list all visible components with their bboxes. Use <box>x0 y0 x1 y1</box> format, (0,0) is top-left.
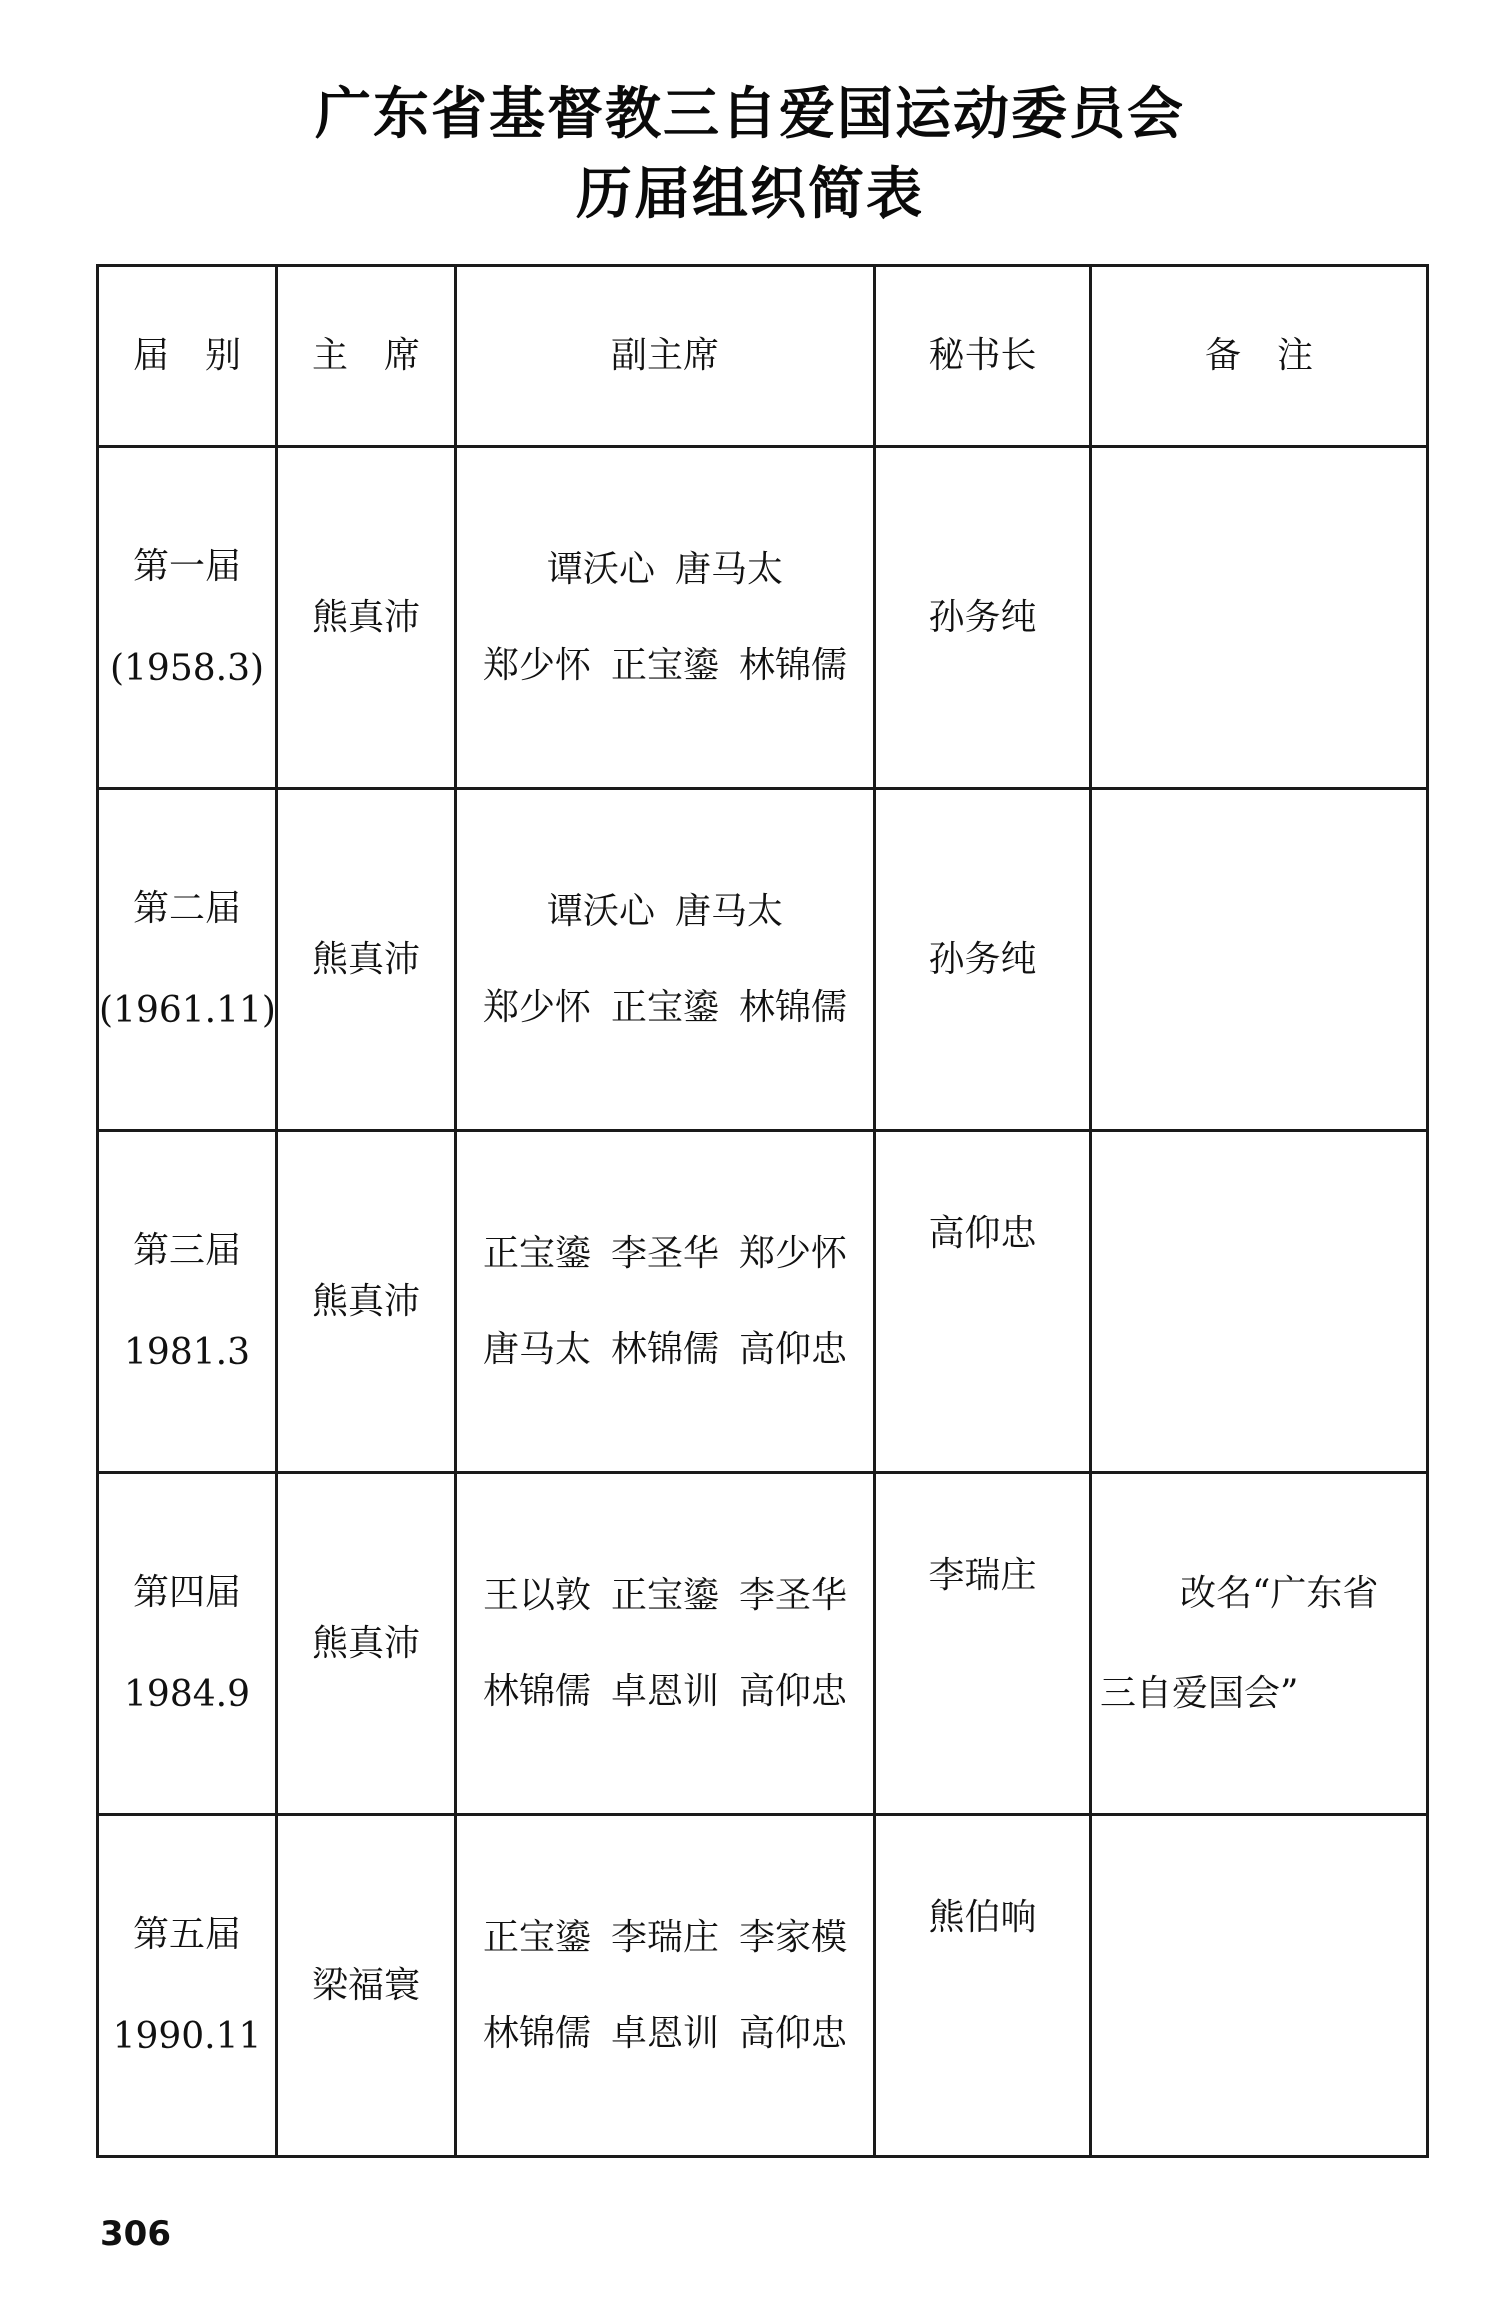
vice-chair-name: 林锦儒 <box>482 1670 591 1712</box>
vice-chair-cell <box>456 447 875 789</box>
secretary-cell <box>875 1815 1091 2157</box>
term-name: 第二届 <box>132 888 241 930</box>
vice-chair-line <box>457 1232 873 1275</box>
header-secretary-general: 秘书长 <box>875 266 1091 447</box>
vice-chair-name: 林锦儒 <box>482 2012 591 2054</box>
vice-chair-name: 谭沃心 <box>546 549 655 591</box>
note-line: 改名“广东省 <box>1180 1573 1379 1615</box>
vice-chair-name: 正宝鎏 <box>482 1917 591 1959</box>
chair-cell: 熊真沛 <box>277 447 456 789</box>
note-cell <box>1091 789 1428 1131</box>
table-row <box>98 789 1428 1131</box>
vice-chair-name: 高仰忠 <box>739 1670 848 1712</box>
vice-chair-cell <box>456 1131 875 1473</box>
term-cell <box>98 1473 277 1815</box>
table-row <box>98 1815 1428 2157</box>
note-line: 三自爱国会” <box>1100 1672 1299 1714</box>
vice-chair-line <box>457 1916 873 1959</box>
term-name: 第四届 <box>132 1572 241 1614</box>
vice-chair-name: 郑少怀 <box>482 986 591 1028</box>
vice-chair-name: 高仰忠 <box>739 2012 848 2054</box>
vice-chair-name: 正宝鎏 <box>482 1233 591 1275</box>
chair-cell: 熊真沛 <box>277 1131 456 1473</box>
term-cell <box>98 1131 277 1473</box>
secretary-cell <box>875 1131 1091 1473</box>
vice-chair-name: 林锦儒 <box>610 1328 719 1370</box>
header-note: 备 注 <box>1091 266 1428 447</box>
vice-chair-name: 卓恩训 <box>610 1670 719 1712</box>
vice-chair-line <box>457 1670 873 1713</box>
table-row <box>98 1131 1428 1473</box>
page-title: 广东省基督教三自爱国运动委员会 <box>315 82 1185 147</box>
vice-chair-name: 唐马太 <box>675 549 784 591</box>
term-date: (1961.11) <box>99 989 276 1031</box>
table-row <box>98 1473 1428 1815</box>
vice-chair-line <box>457 986 873 1029</box>
vice-chair-name: 高仰忠 <box>739 1328 848 1370</box>
table-row <box>98 447 1428 789</box>
vice-chair-cell <box>456 1815 875 2157</box>
secretary-cell: 孙务纯 <box>875 789 1091 1131</box>
vice-chair-cell <box>456 1473 875 1815</box>
vice-chair-name: 李瑞庄 <box>610 1917 719 1959</box>
secretary-name: 高仰忠 <box>928 1212 1037 1254</box>
vice-chair-line <box>457 890 873 933</box>
term-date: 1981.3 <box>124 1331 250 1373</box>
note-cell <box>1091 1131 1428 1473</box>
vice-chair-name: 李圣华 <box>610 1233 719 1275</box>
page-number: 306 <box>100 2214 171 2254</box>
vice-chair-name: 李圣华 <box>739 1575 848 1617</box>
chair-cell: 熊真沛 <box>277 1473 456 1815</box>
term-name: 第一届 <box>132 546 241 588</box>
vice-chair-line <box>457 644 873 687</box>
term-date: 1984.9 <box>124 1673 250 1715</box>
vice-chair-line <box>457 548 873 591</box>
vice-chair-line <box>457 1574 873 1617</box>
vice-chair-name: 郑少怀 <box>482 644 591 686</box>
table-header-row <box>98 266 1428 447</box>
header-term: 届 别 <box>98 266 277 447</box>
note-cell <box>1091 1473 1428 1815</box>
vice-chair-name: 唐马太 <box>675 891 784 933</box>
vice-chair-name: 谭沃心 <box>546 891 655 933</box>
vice-chair-name: 正宝鎏 <box>610 1575 719 1617</box>
vice-chair-name: 郑少怀 <box>739 1233 848 1275</box>
vice-chair-name: 卓恩训 <box>610 2012 719 2054</box>
vice-chair-name: 王以敦 <box>482 1575 591 1617</box>
secretary-name: 李瑞庄 <box>928 1554 1037 1596</box>
term-cell <box>98 789 277 1131</box>
vice-chair-cell <box>456 789 875 1131</box>
term-date: (1958.3) <box>109 647 265 689</box>
term-date: 1990.11 <box>112 2015 262 2057</box>
secretary-cell <box>875 1473 1091 1815</box>
vice-chair-name: 正宝鎏 <box>610 986 719 1028</box>
vice-chair-name: 李家模 <box>739 1917 848 1959</box>
organization-table <box>96 264 1429 2158</box>
note-cell <box>1091 1815 1428 2157</box>
header-chair: 主 席 <box>277 266 456 447</box>
term-name: 第三届 <box>132 1230 241 1272</box>
chair-cell: 熊真沛 <box>277 789 456 1131</box>
term-name: 第五届 <box>132 1914 241 1956</box>
header-vice-chair: 副主席 <box>456 266 875 447</box>
vice-chair-name: 正宝鎏 <box>610 644 719 686</box>
page-subtitle: 历届组织简表 <box>576 162 924 227</box>
vice-chair-line <box>457 2012 873 2055</box>
vice-chair-name: 林锦儒 <box>739 986 848 1028</box>
term-cell <box>98 1815 277 2157</box>
chair-cell: 梁福寰 <box>277 1815 456 2157</box>
term-cell <box>98 447 277 789</box>
vice-chair-line <box>457 1328 873 1371</box>
vice-chair-name: 唐马太 <box>482 1328 591 1370</box>
vice-chair-name: 林锦儒 <box>739 644 848 686</box>
note-cell <box>1091 447 1428 789</box>
secretary-cell: 孙务纯 <box>875 447 1091 789</box>
secretary-name: 熊伯响 <box>928 1896 1037 1938</box>
